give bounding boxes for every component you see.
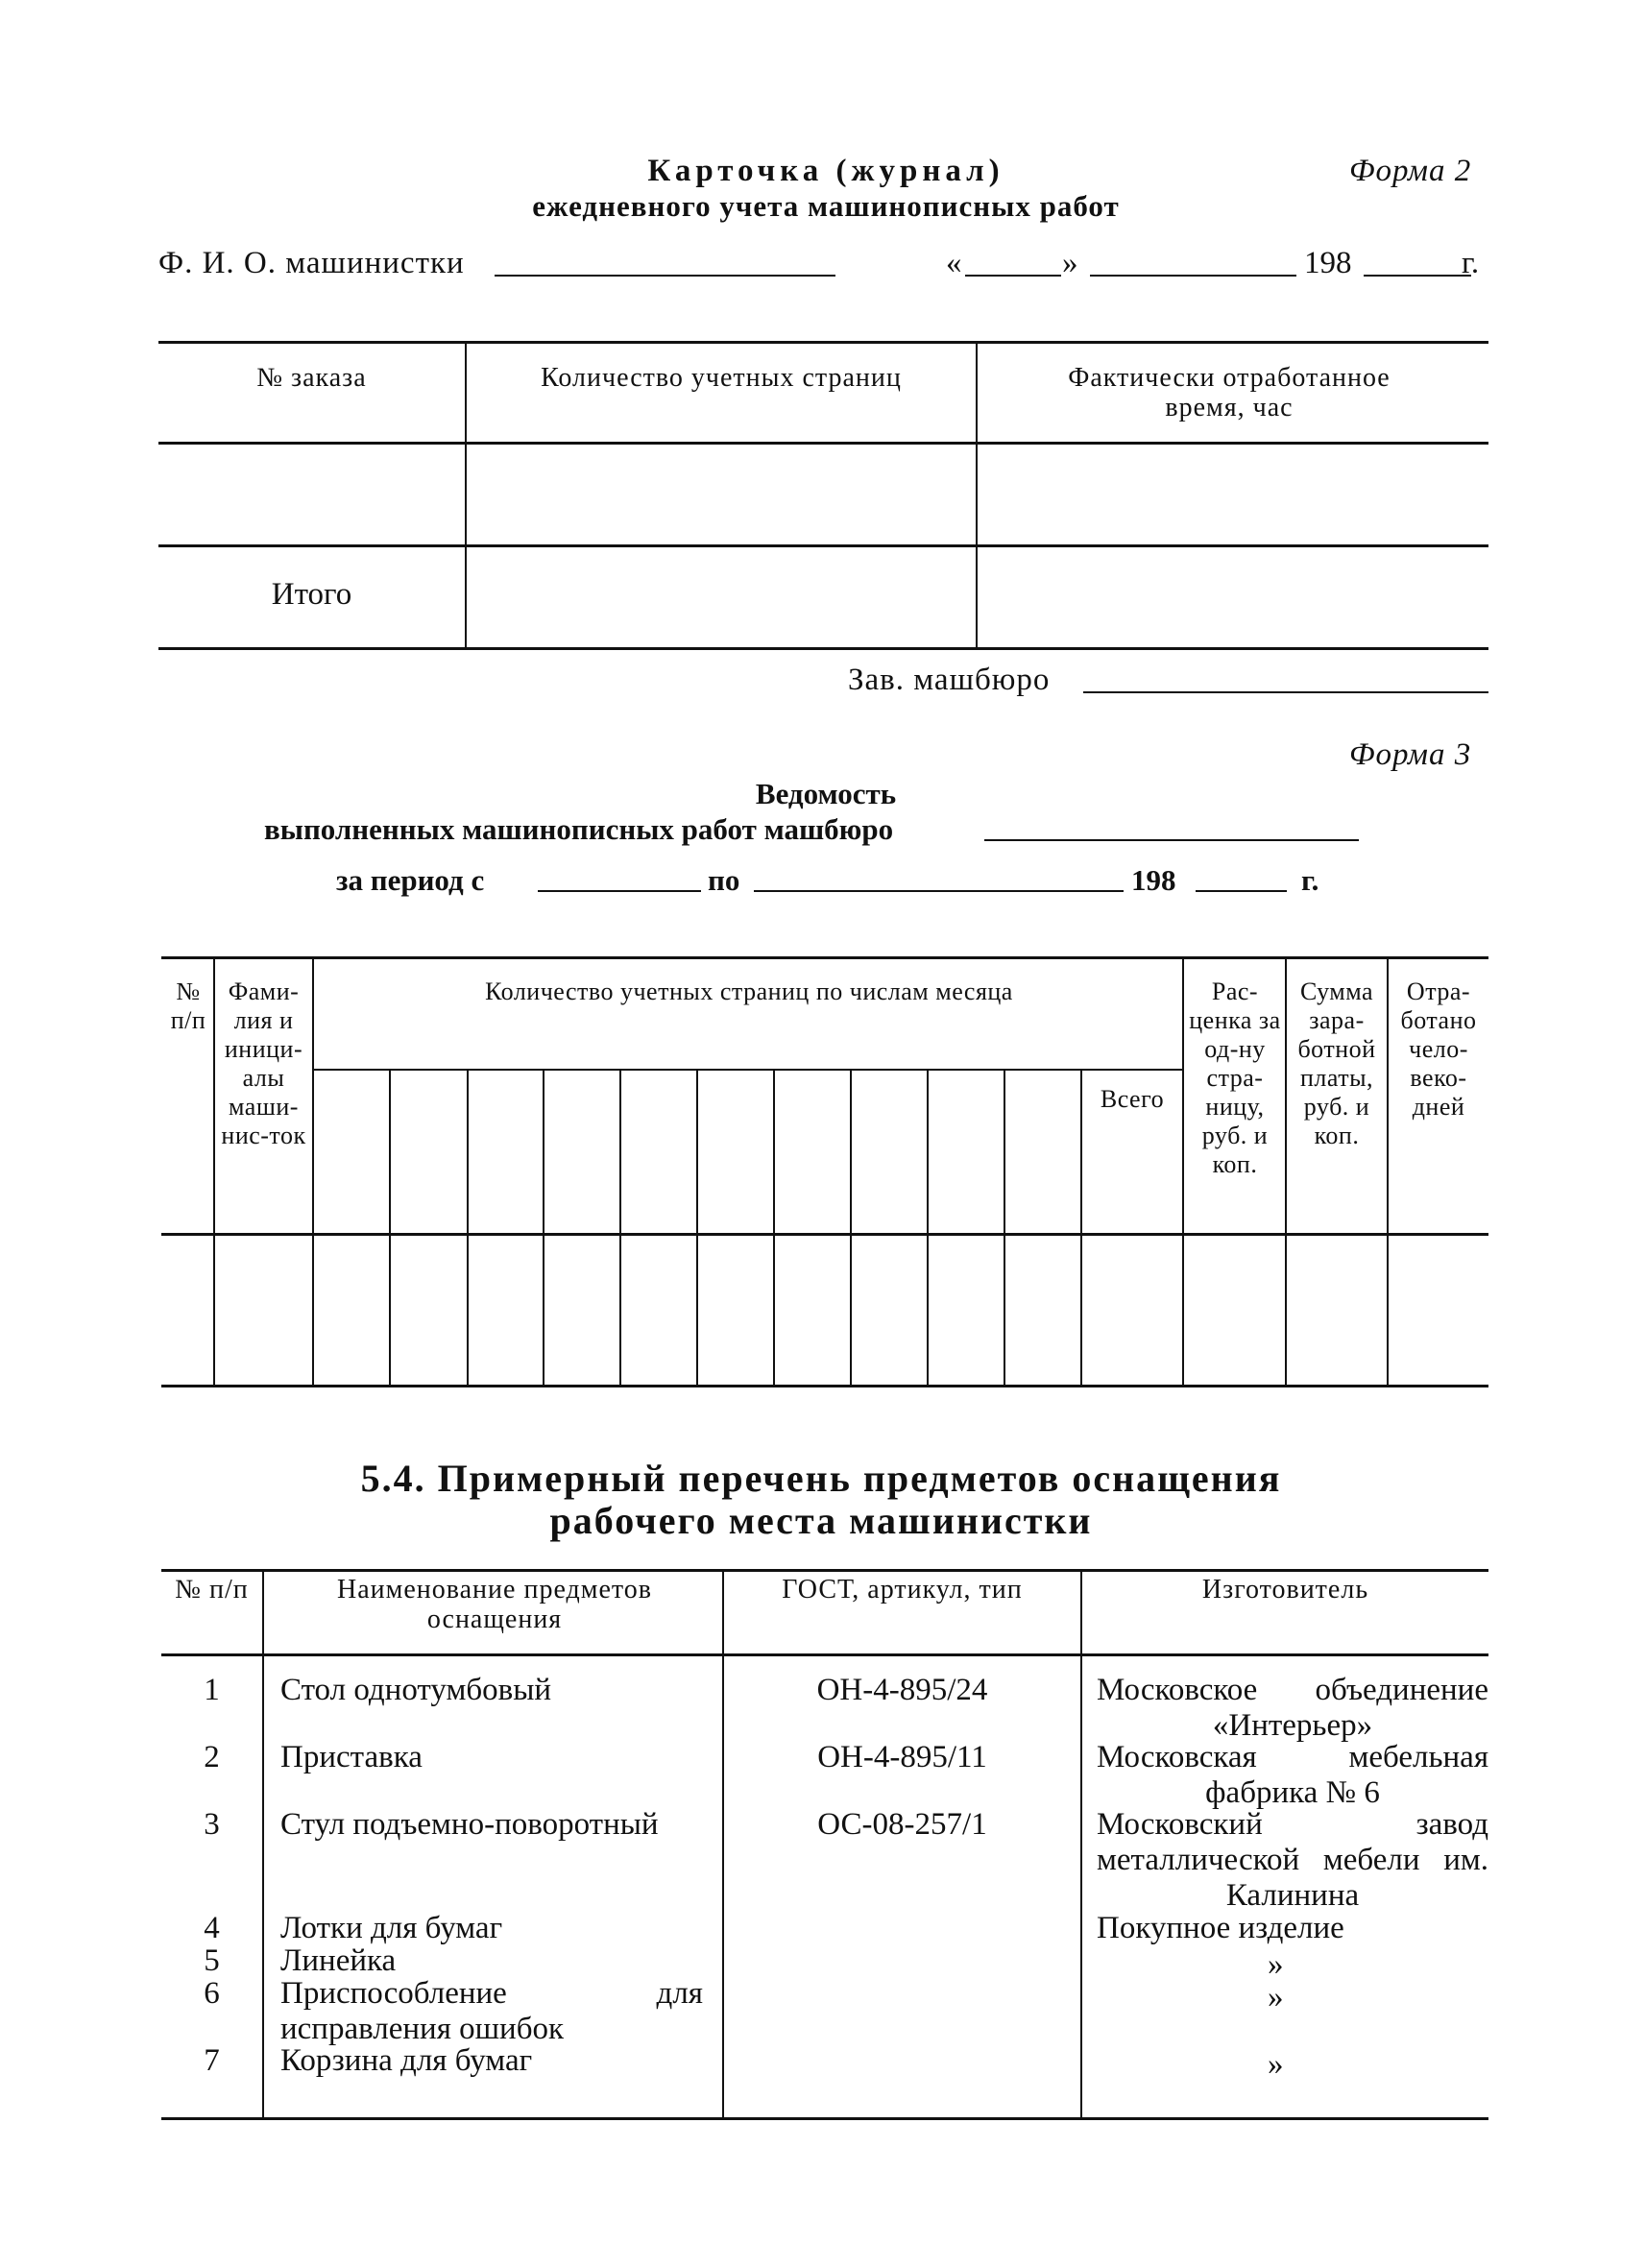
- col-num: № п/п: [170, 977, 206, 1034]
- bureau-blank[interactable]: [984, 839, 1359, 841]
- col-pages: Количество учетных страниц по числам месяца: [485, 977, 1013, 1005]
- eq-col-maker: Изготовитель: [1201, 1575, 1369, 1604]
- year-blank[interactable]: [1364, 275, 1471, 277]
- col-page-count: Количество учетных страниц: [541, 363, 902, 393]
- form3-year-blank[interactable]: [1196, 890, 1287, 892]
- col-sum: Сумма зара-ботной платы, руб. и коп.: [1297, 977, 1376, 1149]
- fio-label: Ф. И. О. машинистки: [158, 246, 465, 280]
- total-label: Итого: [271, 577, 352, 612]
- eq-col-gost: ГОСТ, артикул, тип: [782, 1575, 1023, 1604]
- form3-year-suffix: г.: [1301, 863, 1319, 897]
- section-title-line1: 5.4. Примерный перечень предметов оснащения: [360, 1457, 1282, 1500]
- period-from-blank[interactable]: [538, 890, 701, 892]
- month-blank[interactable]: [1090, 275, 1296, 277]
- form3-year-prefix: 198: [1131, 863, 1176, 897]
- period-from: за период с: [336, 863, 485, 897]
- form3-title-line1: Ведомость: [755, 777, 897, 810]
- eq-col-num: № п/п: [175, 1575, 249, 1604]
- date-open-quote: «: [946, 246, 962, 280]
- col-order-number: № заказа: [256, 363, 367, 393]
- form2-title-line2: ежедневного учета машинописных работ: [532, 189, 1120, 223]
- col-rate: Рас-ценка за од-ну стра-ницу, руб. и коп.: [1189, 977, 1281, 1178]
- signature-label: Зав. машбюро: [848, 663, 1051, 697]
- day-blank[interactable]: [965, 275, 1061, 277]
- form2-label: Форма 2: [1349, 154, 1472, 188]
- col-name: Фами-лия и иници-алы маши-нис-ток: [221, 977, 306, 1149]
- form3-label: Форма 3: [1349, 737, 1472, 772]
- period-to: по: [708, 863, 740, 897]
- col-total: Всего: [1100, 1085, 1165, 1113]
- year-prefix: 198: [1304, 246, 1352, 280]
- year-suffix: г.: [1462, 246, 1480, 280]
- col-days: Отра-ботано чело-веко-дней: [1400, 977, 1477, 1121]
- eq-col-name: Наименование предметов оснащения: [337, 1575, 652, 1634]
- date-close-quote: »: [1062, 246, 1078, 280]
- col-worked-time: Фактически отработанное время, час: [1068, 363, 1391, 422]
- fio-blank[interactable]: [495, 275, 835, 277]
- section-title-line2: рабочего места машинистки: [549, 1499, 1093, 1542]
- period-to-blank[interactable]: [754, 890, 1124, 892]
- form2-title-line1: Карточка (журнал): [647, 154, 1004, 188]
- form3-title-line2: выполненных машинописных работ машбюро: [264, 812, 894, 846]
- signature-blank[interactable]: [1083, 691, 1488, 693]
